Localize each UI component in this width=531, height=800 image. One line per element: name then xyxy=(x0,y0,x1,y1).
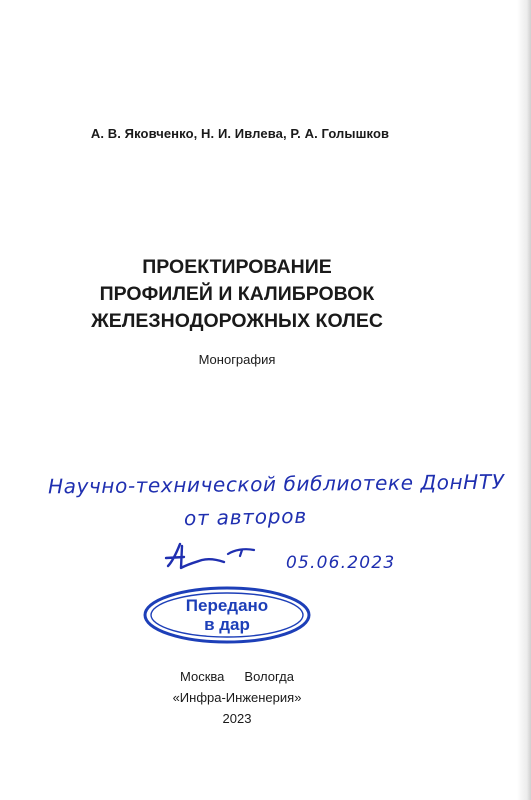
book-title xyxy=(0,254,474,335)
imprint-cities xyxy=(0,666,474,687)
title-line-1: ПРОЕКТИРОВАНИЕ xyxy=(142,256,332,278)
publisher: «Инфра-Инженерия» xyxy=(172,690,302,705)
city-moscow: Москва xyxy=(180,669,225,684)
subtitle: Монография xyxy=(198,352,276,367)
page-edge-shadow xyxy=(517,0,531,800)
city-vologda: Вологда xyxy=(244,669,294,684)
imprint xyxy=(0,666,474,729)
title-line-2: ПРОФИЛЕЙ И КАЛИБРОВОК xyxy=(99,283,375,305)
authors: А. В. Яковченко, Н. И. Ивлева, Р. А. Голышков xyxy=(90,126,390,141)
stamp-text xyxy=(142,596,312,634)
inscription-date: 05.06.2023 xyxy=(286,553,396,573)
year: 2023 xyxy=(222,711,252,726)
stamp-line-1: Передано xyxy=(185,596,269,615)
stamp-line-2: в дар xyxy=(204,615,250,634)
title-line-3: ЖЕЛЕЗНОДОРОЖНЫХ КОЛЕС xyxy=(91,310,383,332)
signature-icon xyxy=(158,532,268,580)
inscription-line-1: Научно-технической библиотеке ДонНТУ xyxy=(47,469,505,499)
inscription-line-2: от авторов xyxy=(183,503,308,531)
